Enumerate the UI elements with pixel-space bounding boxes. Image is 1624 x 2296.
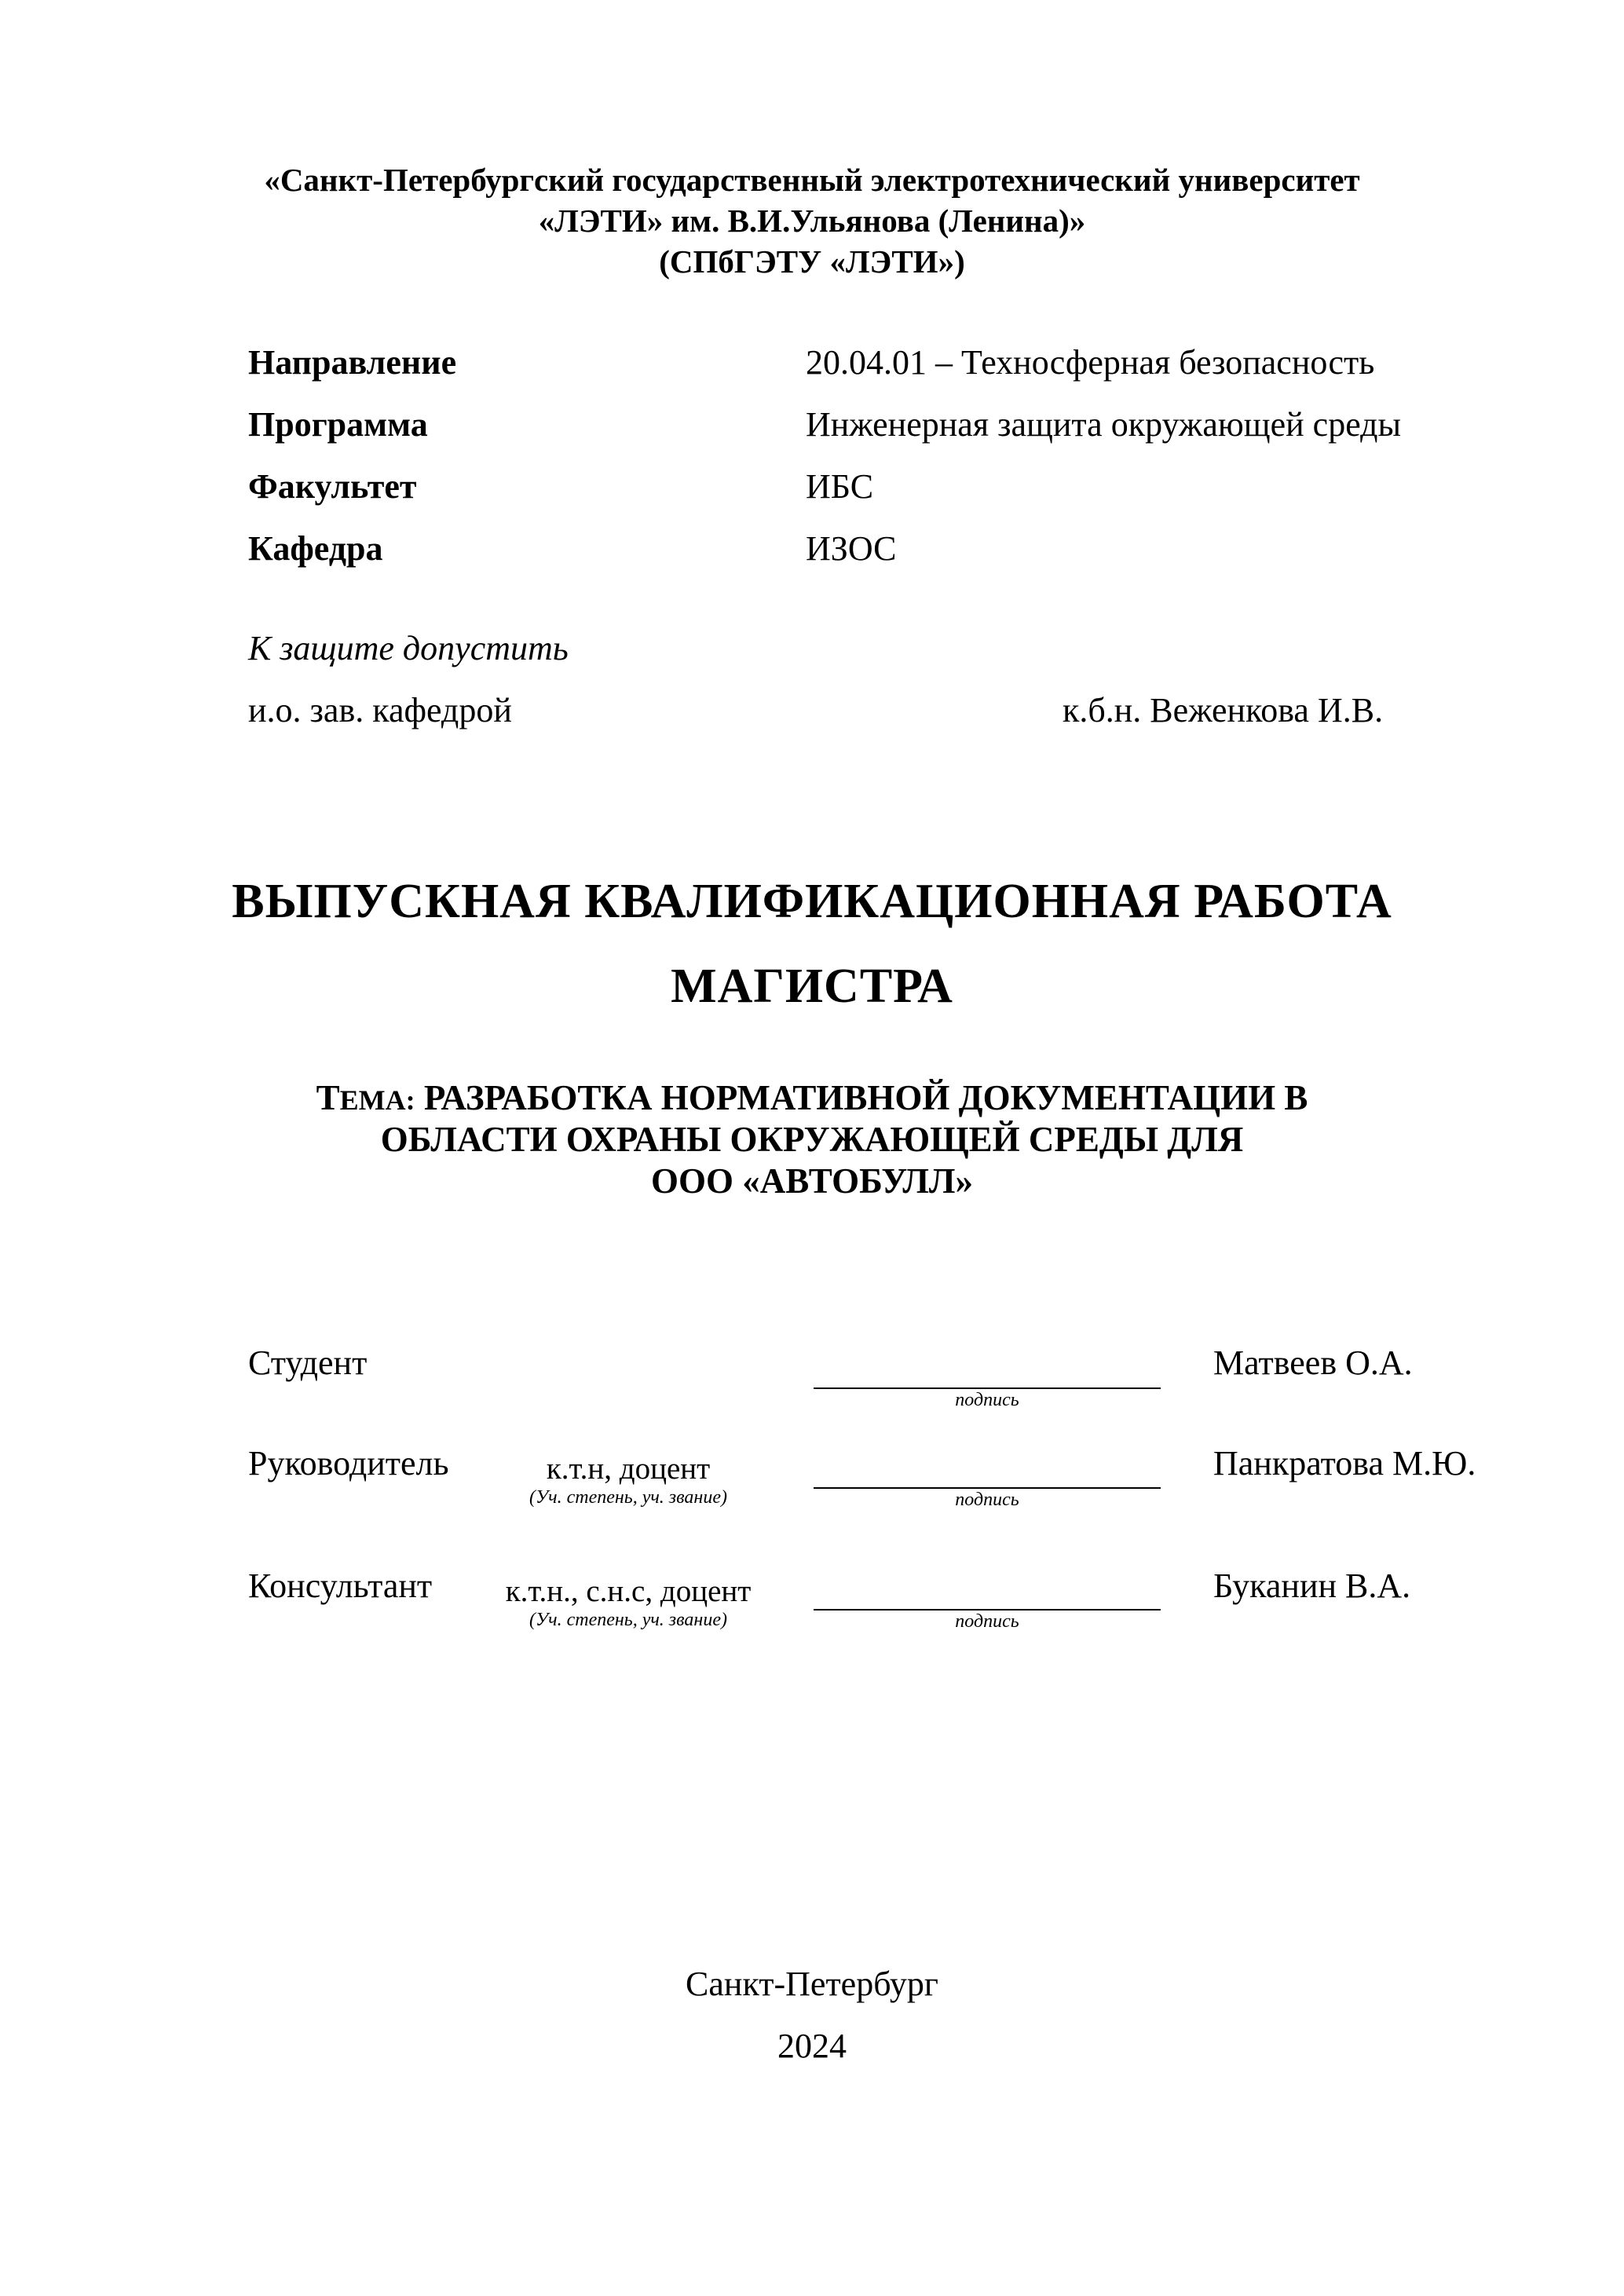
supervisor-signature-line (814, 1487, 1161, 1489)
program-value: Инженерная защита окружающей среды (806, 405, 1402, 444)
head-position: и.о. зав. кафедрой (248, 691, 512, 729)
year: 2024 (777, 2027, 847, 2065)
university-name-line1: «Санкт-Петербургский государственный электротехнический университет (264, 162, 1360, 198)
direction-label: Направление (248, 343, 457, 382)
consultant-signature-line (814, 1609, 1161, 1610)
consultant-signature-caption: подпись (955, 1611, 1019, 1632)
topic-line3: ООО «АВТОБУЛЛ» (651, 1161, 973, 1201)
consultant-name: Буканин В.А. (1213, 1567, 1411, 1605)
program-label: Программа (248, 405, 428, 444)
student-signature-caption: подпись (955, 1390, 1019, 1410)
supervisor-degree: к.т.н, доцент (546, 1452, 711, 1486)
faculty-value: ИБС (806, 467, 874, 506)
thesis-title-line1: ВЫПУСКНАЯ КВАЛИФИКАЦИОННАЯ РАБОТА (232, 875, 1392, 928)
department-label: Кафедра (248, 529, 383, 568)
consultant-degree-caption: (Уч. степень, уч. звание) (529, 1610, 727, 1630)
supervisor-signature-caption: подпись (955, 1490, 1019, 1510)
topic-line2: ОБЛАСТИ ОХРАНЫ ОКРУЖАЮЩЕЙ СРЕДЫ ДЛЯ (380, 1120, 1244, 1159)
supervisor-name: Панкратова М.Ю. (1213, 1444, 1476, 1483)
student-role: Студент (248, 1344, 368, 1382)
consultant-degree: к.т.н., с.н.с, доцент (505, 1574, 752, 1608)
supervisor-role: Руководитель (248, 1444, 449, 1483)
thesis-title-line2: МАГИСТРА (671, 960, 953, 1013)
department-value: ИЗОС (806, 529, 897, 568)
topic-prefix: ТЕМА: (316, 1078, 415, 1117)
supervisor-degree-caption: (Уч. степень, уч. звание) (529, 1487, 727, 1508)
head-name: к.б.н. Веженкова И.В. (1063, 691, 1384, 729)
city: Санкт-Петербург (686, 1965, 938, 2003)
admission-note: К защите допустить (248, 629, 569, 667)
topic-line1: ТЕМА: РАЗРАБОТКА НОРМАТИВНОЙ ДОКУМЕНТАЦИИ В (316, 1078, 1308, 1117)
university-name-line2: «ЛЭТИ» им. В.И.Ульянова (Ленина)» (538, 203, 1086, 239)
university-abbreviation: (СПбГЭТУ «ЛЭТИ») (659, 243, 965, 280)
consultant-role: Консультант (248, 1567, 433, 1605)
faculty-label: Факультет (248, 467, 417, 506)
direction-value: 20.04.01 – Техносферная безопасность (806, 343, 1375, 382)
student-signature-line (814, 1387, 1161, 1389)
student-name: Матвеев О.А. (1213, 1344, 1413, 1382)
